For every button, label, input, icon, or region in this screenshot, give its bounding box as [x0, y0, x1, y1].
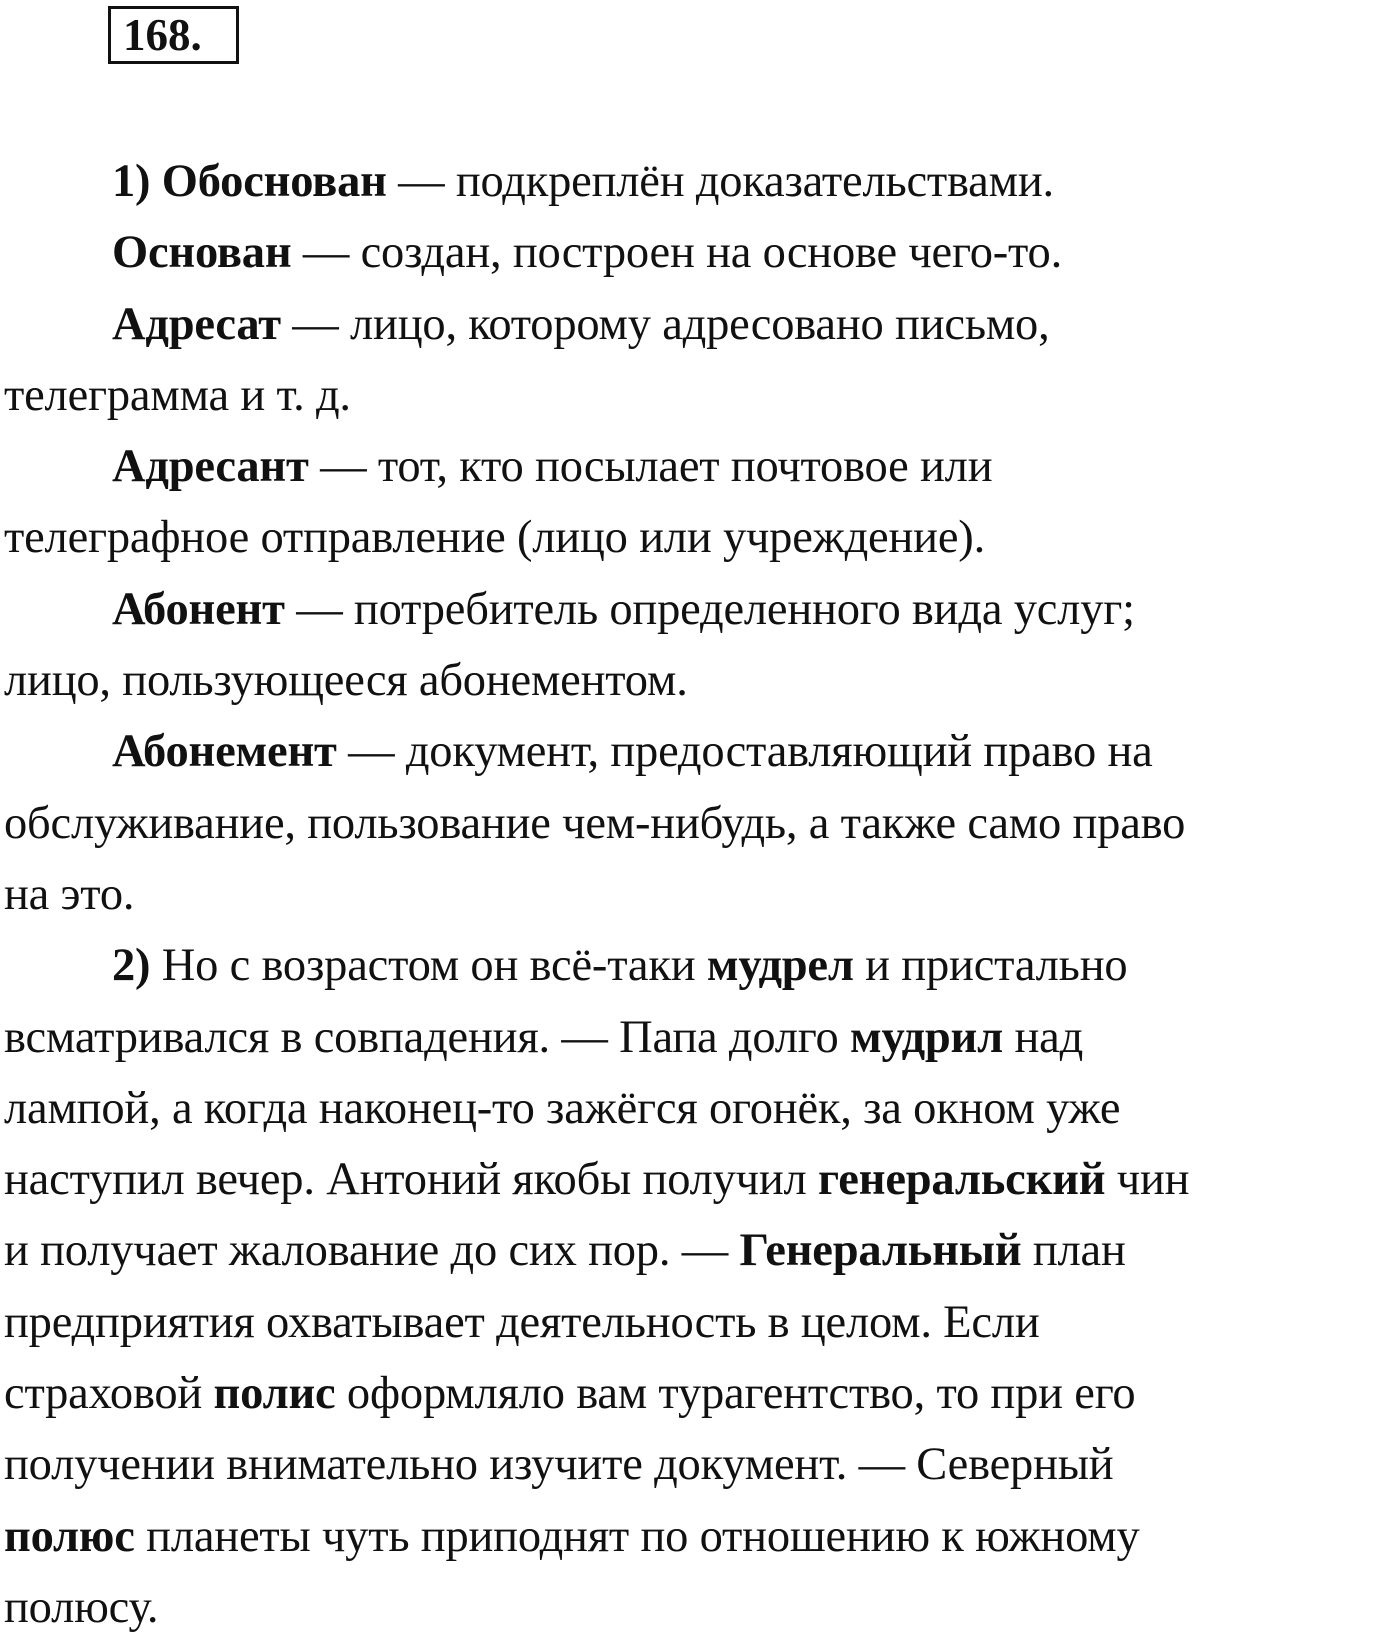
text-fragment: оформляло вам турагентство, то при его	[335, 1368, 1136, 1420]
text-fragment: полюсу.	[4, 1581, 159, 1633]
definition: — подкреплён доказательствами.	[386, 156, 1054, 207]
definition-cont: на это.	[4, 868, 135, 920]
highlighted-word: полис	[213, 1368, 336, 1420]
text-fragment: и получает жалование до сих пор. —	[4, 1225, 740, 1277]
text-fragment: план	[1021, 1225, 1126, 1277]
definition-cont: телеграмма и т. д.	[4, 369, 351, 421]
text-fragment: получении внимательно изучите документ. — Северный	[4, 1439, 1114, 1491]
definition-paragraph	[4, 217, 1394, 288]
term: Адресант	[112, 441, 309, 493]
definition-paragraph	[4, 574, 1394, 717]
text-fragment: Но с возрастом он всё-таки	[150, 940, 707, 992]
text-fragment: предприятия охватывает деятельность в целом. Если	[4, 1296, 1040, 1348]
highlighted-word: мудрел	[706, 940, 854, 992]
highlighted-word: мудрил	[849, 1011, 1004, 1063]
answer-text	[4, 146, 1394, 1643]
text-fragment: над	[1003, 1011, 1084, 1063]
term: Обоснован	[161, 156, 387, 207]
highlighted-word: генеральский	[817, 1154, 1106, 1206]
definition: — лицо, которому адресовано письмо,	[280, 298, 1050, 350]
part-marker: 2)	[112, 940, 151, 992]
highlighted-word: Генеральный	[739, 1225, 1022, 1277]
definition-paragraph	[4, 289, 1394, 432]
definition: — документ, предоставляющий право на	[336, 726, 1153, 778]
term: Абонемент	[112, 726, 337, 778]
definition-cont: телеграфное отправление (лицо или учреждение).	[4, 512, 986, 564]
text-fragment: чин	[1105, 1154, 1190, 1206]
text-fragment: страховой	[4, 1368, 214, 1420]
definition-cont: обслуживание, пользование чем-нибудь, а также само право	[4, 797, 1186, 849]
definition-cont: лицо, пользующееся абонементом.	[4, 655, 688, 707]
definition-paragraph	[4, 431, 1394, 574]
definition: — создан, построен на основе чего-то.	[291, 227, 1063, 279]
term: Основан	[112, 227, 292, 279]
term: Абонент	[112, 583, 285, 635]
text-fragment: наступил вечер. Антоний якобы получил	[4, 1154, 818, 1206]
text-fragment: и пристально	[853, 940, 1128, 992]
examples-paragraph	[4, 930, 1394, 1643]
definition-paragraph	[4, 716, 1394, 930]
definition-paragraph	[4, 146, 1394, 217]
part-marker: 1)	[112, 156, 151, 207]
term: Адресат	[112, 298, 281, 350]
highlighted-word: полюс	[4, 1510, 135, 1562]
text-fragment: лампой, а когда наконец-то зажёгся огонёк, за окном уже	[4, 1082, 1121, 1134]
definition: — тот, кто посылает почтовое или	[308, 441, 993, 493]
text-fragment: всматривался в совпадения. — Папа долго	[4, 1011, 850, 1063]
text-fragment: планеты чуть приподнят по отношению к южному	[134, 1510, 1140, 1562]
definition: — потребитель определенного вида услуг;	[284, 583, 1135, 635]
exercise-number: 168.	[108, 6, 239, 64]
